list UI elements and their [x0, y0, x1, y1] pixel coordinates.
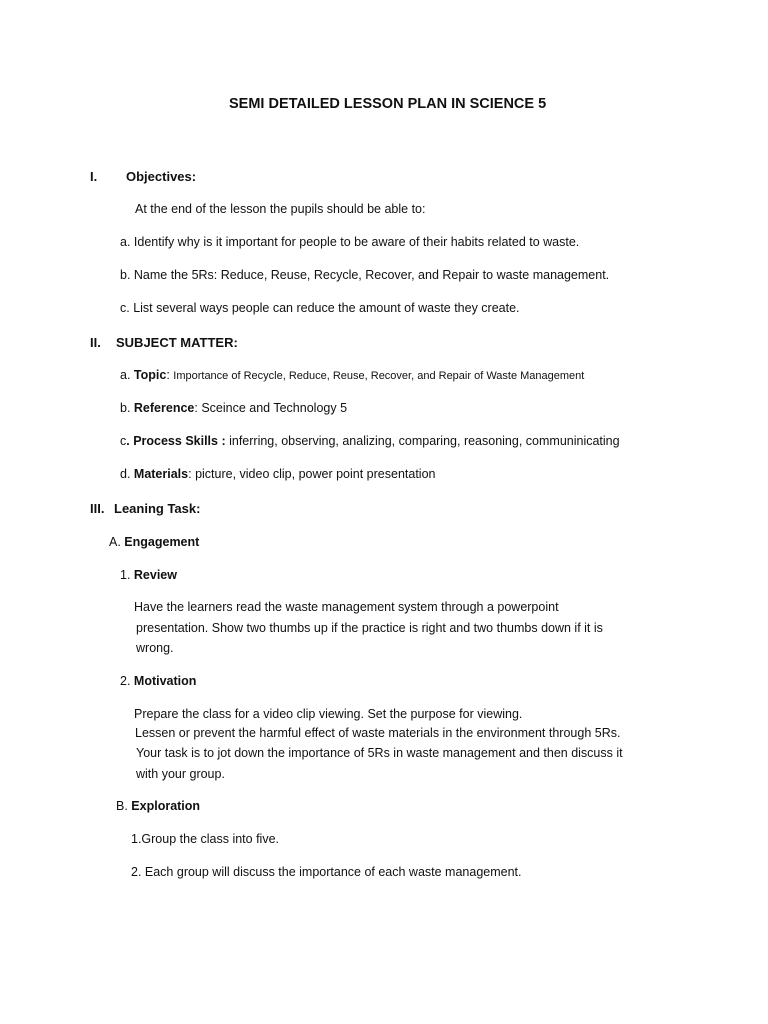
objective-item: c. List several ways people can reduce the amount of waste they create. — [120, 301, 520, 315]
motivation-line: Prepare the class for a video clip viewing. Set the purpose for viewing. — [134, 707, 523, 721]
motivation-label: Motivation — [133, 674, 197, 688]
reference-value: Sceince and Technology 5 — [201, 401, 348, 415]
motivation-heading — [120, 675, 196, 688]
section-numeral-objectives: I. — [90, 169, 98, 184]
exploration-prefix: B. — [116, 799, 132, 813]
review-line: wrong. — [136, 641, 174, 655]
objectives-heading: Objectives: — [126, 169, 197, 184]
objective-item: b. Name the 5Rs: Reduce, Reuse, Recycle, Recover, and Repair to waste management. — [120, 268, 610, 282]
motivation-line: with your group. — [136, 767, 225, 781]
learning-task-heading: Leaning Task: — [114, 501, 201, 516]
topic-line — [120, 369, 584, 382]
materials-line — [120, 468, 435, 481]
objective-item: a. Identify why is it important for people to be aware of their habits related to waste. — [120, 235, 580, 249]
section-numeral-learning-task: III. — [90, 501, 105, 516]
reference-prefix: b. — [120, 401, 134, 415]
materials-prefix: d. — [120, 467, 134, 481]
subject-matter-heading: SUBJECT MATTER: — [116, 335, 238, 350]
review-line: Have the learners read the waste management system through a powerpoint — [134, 600, 559, 614]
process-skills-value: inferring, observing, analizing, comparing, reasoning, communinicating — [229, 434, 620, 448]
topic-label: Topic — [133, 368, 167, 382]
review-heading — [120, 569, 177, 582]
reference-sep: : — [194, 401, 202, 415]
materials-label: Materials — [133, 467, 189, 481]
engagement-label: Engagement — [124, 535, 200, 549]
exploration-label: Exploration — [131, 799, 201, 813]
topic-prefix: a. — [120, 368, 134, 382]
process-skills-line — [120, 435, 620, 448]
exploration-item: 1.Group the class into five. — [131, 832, 279, 846]
topic-value: Importance of Recycle, Reduce, Reuse, Recover, and Repair of Waste Management — [173, 370, 585, 382]
objectives-intro: At the end of the lesson the pupils should be able to: — [135, 202, 426, 216]
review-label: Review — [133, 568, 177, 582]
reference-line — [120, 402, 347, 415]
review-line: presentation. Show two thumbs up if the practice is right and two thumbs down if it is — [136, 621, 603, 635]
process-skills-prefix: c — [120, 434, 127, 448]
process-skills-label: . Process Skills : — [126, 434, 226, 448]
engagement-prefix: A. — [109, 535, 125, 549]
reference-label: Reference — [133, 401, 195, 415]
section-numeral-subject-matter: II. — [90, 335, 101, 350]
exploration-heading — [116, 800, 200, 813]
motivation-line: Lessen or prevent the harmful effect of waste materials in the environment through 5Rs. — [135, 726, 621, 740]
engagement-heading — [109, 536, 199, 549]
materials-value: picture, video clip, power point presentation — [195, 467, 436, 481]
motivation-prefix: 2. — [120, 674, 134, 688]
page-title: SEMI DETAILED LESSON PLAN IN SCIENCE 5 — [229, 96, 547, 112]
exploration-item: 2. Each group will discuss the importance of each waste management. — [131, 865, 522, 879]
materials-sep: : — [188, 467, 196, 481]
review-prefix: 1. — [120, 568, 134, 582]
topic-sep: : — [166, 368, 174, 382]
motivation-line: Your task is to jot down the importance of 5Rs in waste management and then discuss it — [136, 746, 623, 760]
